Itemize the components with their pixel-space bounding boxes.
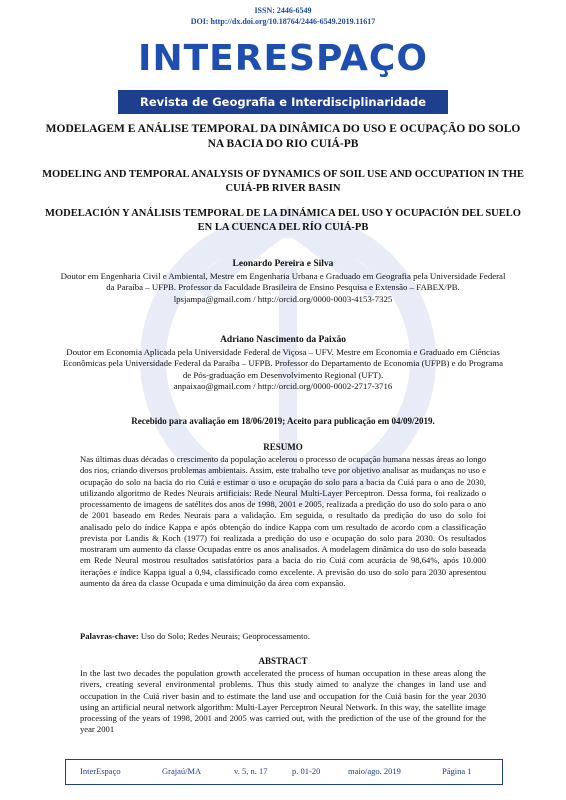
resumo-text: Nas últimas duas décadas o crescimento da população acelerou o processo de ocupação humana nessas áreas ao longo dos rios, criando diversos problemas ambientais. Assim, este trabalho teve por objetivo analisar as mudanças no uso e ocupação do solo na bacia do rio Cuiá e estimar o uso e ocupação do solo para a bacia da Cuiá para o ano de 2030, utilizando algoritmo de Redes Neurais artificiais: Rede Neural Multi-Layer Perceptron. Dessa forma, foi realizado o processamento de imagens de satélites dos anos de 1998, 2001 e 2005, realizada a predição do uso do solo para o ano de 2001 baseado em Redes Neurais para a validação. Em seguida, o resultado da predição do uso do solo foi analisado pelo do índice Kappa e após obtenção do índice Kappa com um resultado de acordo com a classificação prevista por Landis & Koch (1977) foi realizada a predição do uso e ocupação do solo para 2030. Os resultados mostraram um aumento da classe Ocupadas entre os anos analisados. A modelagem dinâmica do uso do solo baseada em Rede Neural mostrou resultados satisfatórios para a bacia do rio Cuiá com acurácia de 98,64%, após 10.000 iterações e índice Kappa igual a 0,94, classificado como excelente. A previsão do uso do solo para 2030 apresentou aumento da área da classe Ocupada e uma diminuição da área com expansão. — [80, 454, 486, 588]
issn: ISSN: 2446-6549 — [254, 6, 312, 15]
abstract-heading: ABSTRACT — [258, 656, 308, 666]
author-block — [60, 335, 506, 393]
title-english: MODELING AND TEMPORAL ANALYSIS OF DYNAMICS OF SOIL USE AND OCCUPATION IN THE CUIÁ-PB RIVER BASIN — [42, 169, 524, 194]
author-name: Leonardo Pereira e Silva — [232, 259, 334, 269]
doi-link[interactable]: DOI: http://dx.doi.org/10.18764/2446-6549.2019.11617 — [190, 17, 376, 26]
page-footer — [65, 759, 503, 785]
keywords-label: Palavras-chave: — [80, 631, 139, 641]
footer-date: maio/ago. 2019 — [348, 766, 401, 776]
resumo-heading: RESUMO — [263, 442, 303, 452]
title-spanish: MODELACIÓN Y ANÁLISIS TEMPORAL DE LA DINÁMICA DEL USO Y OCUPACIÓN DEL SUELO EN LA CUENCA DEL RÍO CUIÁ-PB — [45, 208, 521, 233]
footer-journal: InterEspaço — [80, 766, 121, 776]
footer-place: Grajaú/MA — [162, 766, 202, 776]
author-contact[interactable]: lpsjampa@gmail.com / http://orcid.org/0000-0003-4153-7325 — [173, 293, 393, 304]
keywords-text: Uso do Solo; Redes Neurais; Geoprocessamento. — [138, 631, 310, 641]
logo-wordmark: INTERESPAÇO — [138, 38, 428, 79]
title-portuguese: MODELAGEM E ANÁLISE TEMPORAL DA DINÂMICA DO USO E OCUPAÇÃO DO SOLO NA BACIA DO RIO CUIÁ-PB — [45, 123, 521, 150]
abstract-text: In the last two decades the population growth accelerated the process of human occupation in these areas along the rivers, creating several environmental problems. Thus this study aimed to analyze the changes in land use and occupation in the Cuiá river basin and to estimate the land use and occupation for the Cuiá basin for the year 2030 using an artificial neural network algorithm: Multi-Layer Perceptron Neural Network. In this way, the satellite image processing of the years of 1998, 2001 and 2005 was carried out, with the prediction of the use of the ground for the year 2001 — [80, 668, 486, 735]
author-contact[interactable]: anpaixao@gmail.com / http://orcid.org/0000-0002-2717-3716 — [173, 381, 393, 391]
author-name: Adriano Nascimento da Paixão — [220, 335, 346, 345]
logo-subtitle-banner: Revista de Geografia e Interdisciplinaridade — [118, 90, 448, 114]
footer-volume: v. 5, n. 17 — [234, 766, 268, 776]
footer-page-number: Página 1 — [442, 766, 472, 776]
footer-pages: p. 01-20 — [292, 766, 321, 776]
author-block — [60, 259, 506, 305]
author-affiliation: Doutor em Economia Aplicada pela Universidade Federal de Viçosa – UFV. Mestre em Economia e Graduado em Ciências Econômicas pela Universidade Federal da Paraíba – UFPB. Professor do Departamento de Economia (UFPB) e do Programa de Pós-graduação em Desenvolvimento Regional (UFT). — [63, 346, 503, 380]
keywords — [80, 631, 486, 641]
received-dates: Recebido para avaliação em 18/06/2019; Aceito para publicação em 04/09/2019. — [131, 416, 435, 426]
author-affiliation: Doutor em Engenharia Civil e Ambiental, Mestre em Engenharia Urbana e Graduado em Geografia pela Universidade Federal da Paraíba – UFPB. Professor da Faculdade Brasileira de Ensino Pesquisa e Extensão – FABEX/PB. — [60, 270, 506, 292]
